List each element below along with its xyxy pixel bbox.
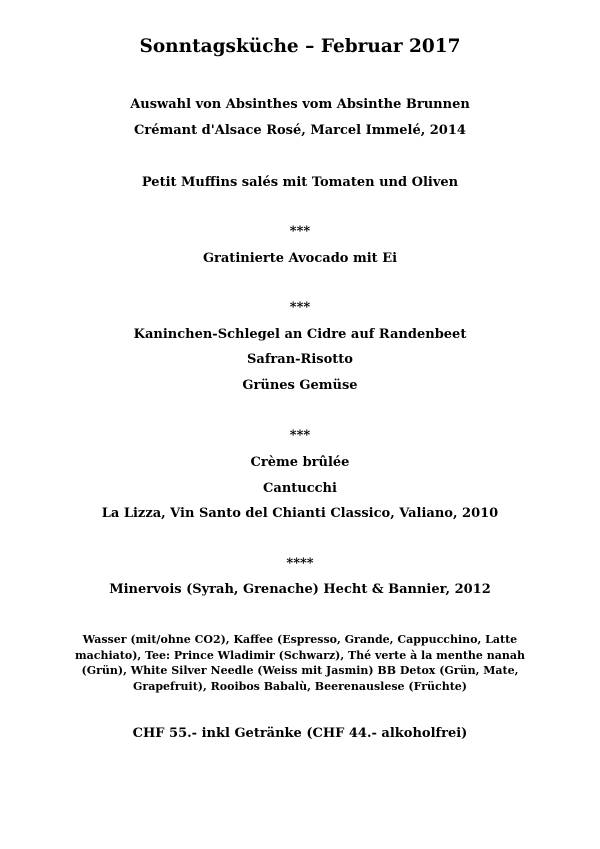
main-course-rabbit: Kaninchen-Schlegel an Cidre auf Randenbeet [133, 327, 467, 342]
price-line: CHF 55.- inkl Getränke (CHF 44.- alkoholfrei) [132, 726, 468, 741]
wine-pairing: Minervois (Syrah, Grenache) Hecht & Bannier, 2012 [109, 582, 491, 597]
page-title: Sonntagsküche – Februar 2017 [139, 36, 461, 57]
course-separator: *** [289, 300, 311, 315]
main-course-risotto: Safran-Risotto [247, 352, 353, 367]
course-separator: **** [286, 556, 314, 571]
aperitif-cremant: Crémant d'Alsace Rosé, Marcel Immelé, 2014 [134, 123, 466, 138]
course-separator: *** [289, 224, 311, 239]
course-separator: *** [289, 428, 311, 443]
dessert-cantucchi: Cantucchi [263, 481, 337, 496]
aperitif-absinthe: Auswahl von Absinthes vom Absinthe Brunnen [130, 97, 470, 112]
amuse-bouche: Petit Muffins salés mit Tomaten und Oliven [141, 175, 459, 190]
main-course-vegetables: Grünes Gemüse [242, 378, 358, 393]
drinks-list: Wasser (mit/ohne CO2), Kaffee (Espresso, Grande, Cappucchino, Latte machiato), Tee: Prince Wladimir (Schwarz), Thé verte à la menthe nanah (Grün), White Silver Needle (Weiss mit Jasmin) BB Detox (Grün, Mate, Grapefruit), Rooibos Babalù, Beerenauslese (Früchte) [75, 633, 525, 693]
starter-course: Gratinierte Avocado mit Ei [202, 251, 398, 266]
dessert-wine: La Lizza, Vin Santo del Chianti Classico, Valiano, 2010 [101, 506, 499, 521]
dessert-creme-brulee: Crème brûlée [250, 455, 350, 470]
